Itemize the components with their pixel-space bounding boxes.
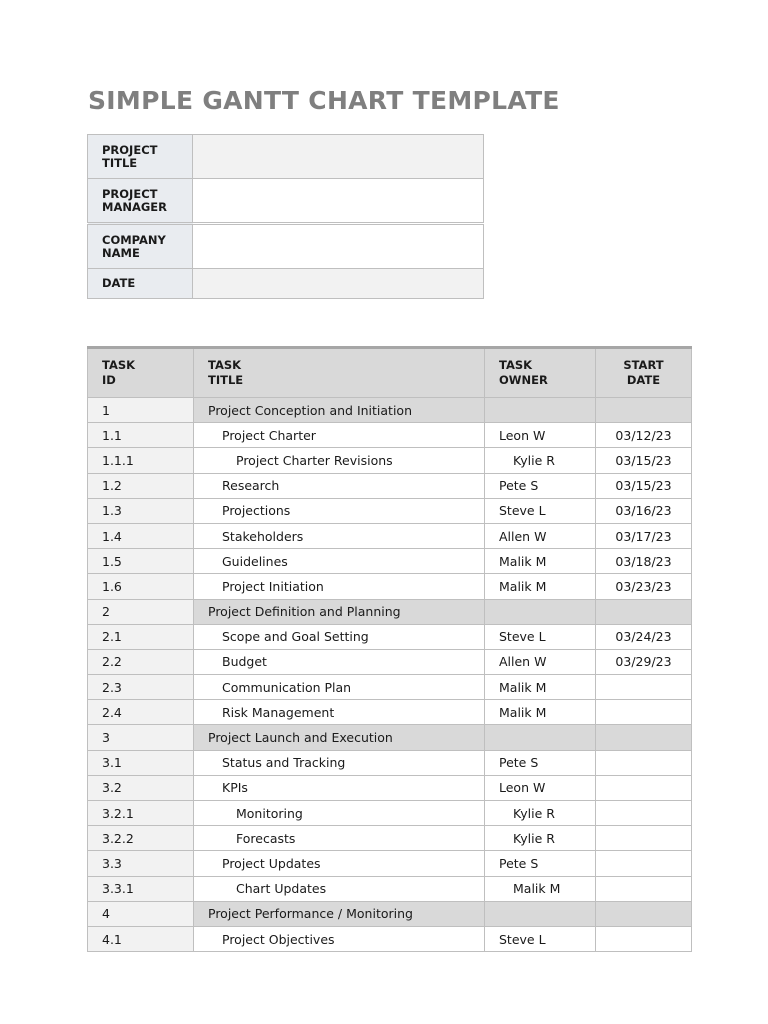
task-owner-cell[interactable] <box>485 725 596 750</box>
task-title-cell[interactable] <box>194 801 485 826</box>
task-title-text: KPIs <box>222 780 248 796</box>
phase-row <box>88 725 692 750</box>
task-start-date-cell[interactable]: 03/12/23 <box>596 423 692 448</box>
task-owner-cell[interactable] <box>485 523 596 548</box>
task-title-cell[interactable] <box>194 826 485 851</box>
task-owner-text: Kylie R <box>513 805 555 821</box>
project-manager-field[interactable] <box>193 179 484 224</box>
header-start-date: START DATE <box>596 348 692 398</box>
task-title-text: Project Charter Revisions <box>236 452 393 468</box>
task-start-date-cell[interactable] <box>596 851 692 876</box>
task-owner-cell[interactable] <box>485 448 596 473</box>
task-start-date-cell[interactable] <box>596 675 692 700</box>
task-start-date-cell[interactable]: 03/18/23 <box>596 549 692 574</box>
task-row <box>88 826 692 851</box>
phase-row <box>88 901 692 926</box>
task-title-text: Budget <box>222 654 267 670</box>
task-id-cell[interactable]: 1 <box>88 398 194 423</box>
task-title-text: Project Launch and Execution <box>208 730 393 746</box>
task-owner-cell[interactable] <box>485 398 596 423</box>
task-owner-text: Kylie R <box>513 830 555 846</box>
task-row <box>88 876 692 901</box>
task-owner-cell[interactable] <box>485 574 596 599</box>
task-title-cell[interactable] <box>194 574 485 599</box>
info-row-company-name <box>88 224 484 269</box>
task-owner-text: Leon W <box>499 427 546 443</box>
task-row <box>88 523 692 548</box>
task-title-cell[interactable] <box>194 851 485 876</box>
task-id-cell[interactable]: 1.6 <box>88 574 194 599</box>
task-owner-text: Pete S <box>499 755 539 771</box>
project-title-field[interactable] <box>193 135 484 179</box>
task-row <box>88 700 692 725</box>
task-title-cell[interactable] <box>194 498 485 523</box>
company-name-field[interactable] <box>193 224 484 269</box>
task-title-cell[interactable] <box>194 549 485 574</box>
task-row <box>88 775 692 800</box>
task-title-cell[interactable] <box>194 448 485 473</box>
task-start-date-cell[interactable] <box>596 775 692 800</box>
project-info-table <box>87 134 484 299</box>
task-owner-text: Malik M <box>499 553 547 569</box>
task-row <box>88 624 692 649</box>
task-title-cell[interactable] <box>194 750 485 775</box>
task-owner-cell[interactable] <box>485 498 596 523</box>
task-owner-cell[interactable] <box>485 649 596 674</box>
task-id-cell[interactable]: 2 <box>88 599 194 624</box>
task-start-date-cell[interactable] <box>596 599 692 624</box>
page-title: SIMPLE GANTT CHART TEMPLATE <box>88 86 560 115</box>
task-start-date-cell[interactable]: 03/16/23 <box>596 498 692 523</box>
task-owner-cell[interactable] <box>485 624 596 649</box>
task-title-text: Communication Plan <box>222 679 352 695</box>
task-start-date-cell[interactable]: 03/23/23 <box>596 574 692 599</box>
task-table-body <box>88 398 692 952</box>
task-row <box>88 549 692 574</box>
task-owner-text: Leon W <box>499 780 546 796</box>
info-row-project-title <box>88 135 484 179</box>
task-owner-text: Malik M <box>513 881 561 897</box>
task-title-text: Status and Tracking <box>222 755 346 771</box>
task-id-cell[interactable]: 3.2 <box>88 775 194 800</box>
task-title-cell[interactable] <box>194 649 485 674</box>
task-table <box>87 346 692 952</box>
task-id-cell[interactable]: 4.1 <box>88 926 194 951</box>
task-owner-cell[interactable] <box>485 675 596 700</box>
task-id-cell[interactable]: 1.4 <box>88 523 194 548</box>
task-title-cell[interactable] <box>194 423 485 448</box>
task-owner-cell[interactable] <box>485 926 596 951</box>
task-title-cell[interactable] <box>194 775 485 800</box>
task-owner-text: Steve L <box>499 931 546 947</box>
company-name-label: COMPANY NAME <box>88 224 193 269</box>
task-id-cell[interactable]: 1.5 <box>88 549 194 574</box>
task-id-cell[interactable]: 2.4 <box>88 700 194 725</box>
info-row-date <box>88 269 484 299</box>
date-field[interactable] <box>193 269 484 299</box>
header-task-title: TASK TITLE <box>194 348 485 398</box>
phase-row <box>88 599 692 624</box>
header-task-id: TASK ID <box>88 348 194 398</box>
project-title-label: PROJECT TITLE <box>88 135 193 179</box>
task-start-date-cell[interactable] <box>596 901 692 926</box>
task-owner-cell[interactable] <box>485 750 596 775</box>
task-row <box>88 801 692 826</box>
task-title-text: Project Updates <box>222 855 321 871</box>
task-id-cell[interactable]: 3 <box>88 725 194 750</box>
task-row <box>88 574 692 599</box>
task-id-cell[interactable]: 3.2.1 <box>88 801 194 826</box>
task-title-text: Project Performance / Monitoring <box>208 906 413 922</box>
project-manager-label: PROJECT MANAGER <box>88 179 193 224</box>
task-id-cell[interactable]: 1.3 <box>88 498 194 523</box>
task-owner-text: Malik M <box>499 704 547 720</box>
task-title-cell[interactable] <box>194 725 485 750</box>
task-title-text: Project Initiation <box>222 578 324 594</box>
task-row <box>88 448 692 473</box>
task-row <box>88 750 692 775</box>
task-title-text: Project Charter <box>222 427 316 443</box>
task-row <box>88 473 692 498</box>
task-title-text: Project Objectives <box>222 931 335 947</box>
task-owner-text: Pete S <box>499 855 539 871</box>
task-owner-text: Allen W <box>499 528 547 544</box>
task-owner-cell[interactable] <box>485 423 596 448</box>
task-owner-text: Steve L <box>499 503 546 519</box>
task-id-cell[interactable]: 4 <box>88 901 194 926</box>
task-id-cell[interactable]: 2.3 <box>88 675 194 700</box>
task-title-cell[interactable] <box>194 675 485 700</box>
phase-row <box>88 398 692 423</box>
task-start-date-cell[interactable]: 03/24/23 <box>596 624 692 649</box>
task-id-cell[interactable]: 1.1 <box>88 423 194 448</box>
task-id-cell[interactable]: 1.2 <box>88 473 194 498</box>
task-title-cell[interactable] <box>194 926 485 951</box>
task-owner-text: Malik M <box>499 679 547 695</box>
task-start-date-cell[interactable] <box>596 725 692 750</box>
task-start-date-cell[interactable] <box>596 801 692 826</box>
task-id-cell[interactable]: 2.2 <box>88 649 194 674</box>
task-owner-cell[interactable] <box>485 775 596 800</box>
task-title-text: Forecasts <box>236 830 296 846</box>
task-title-text: Guidelines <box>222 553 288 569</box>
task-owner-text: Steve L <box>499 629 546 645</box>
task-title-cell[interactable] <box>194 624 485 649</box>
task-title-text: Risk Management <box>222 704 335 720</box>
task-title-cell[interactable] <box>194 473 485 498</box>
task-start-date-cell[interactable] <box>596 826 692 851</box>
task-owner-cell[interactable] <box>485 599 596 624</box>
task-row <box>88 649 692 674</box>
task-title-text: Projections <box>222 503 291 519</box>
task-start-date-cell[interactable] <box>596 398 692 423</box>
task-title-text: Stakeholders <box>222 528 304 544</box>
task-row <box>88 675 692 700</box>
task-id-cell[interactable]: 2.1 <box>88 624 194 649</box>
task-row <box>88 851 692 876</box>
task-owner-text: Kylie R <box>513 452 555 468</box>
task-title-cell[interactable] <box>194 523 485 548</box>
task-title-text: Scope and Goal Setting <box>222 629 369 645</box>
task-owner-text: Malik M <box>499 578 547 594</box>
task-id-cell[interactable]: 3.2.2 <box>88 826 194 851</box>
task-owner-cell[interactable] <box>485 700 596 725</box>
date-label: DATE <box>88 269 193 299</box>
task-id-cell[interactable]: 1.1.1 <box>88 448 194 473</box>
task-start-date-cell[interactable]: 03/15/23 <box>596 473 692 498</box>
task-table-header <box>88 348 692 398</box>
task-title-cell[interactable] <box>194 700 485 725</box>
task-owner-cell[interactable] <box>485 826 596 851</box>
task-owner-cell[interactable] <box>485 876 596 901</box>
task-title-cell[interactable] <box>194 599 485 624</box>
task-start-date-cell[interactable]: 03/15/23 <box>596 448 692 473</box>
task-owner-cell[interactable] <box>485 549 596 574</box>
task-row <box>88 926 692 951</box>
task-owner-cell[interactable] <box>485 851 596 876</box>
task-title-cell[interactable] <box>194 398 485 423</box>
task-title-text: Project Definition and Planning <box>208 604 401 620</box>
task-id-cell[interactable]: 3.3 <box>88 851 194 876</box>
task-owner-text: Pete S <box>499 478 539 494</box>
task-title-text: Monitoring <box>236 805 303 821</box>
task-start-date-cell[interactable] <box>596 876 692 901</box>
header-task-owner: TASK OWNER <box>485 348 596 398</box>
task-title-cell[interactable] <box>194 901 485 926</box>
task-owner-cell[interactable] <box>485 473 596 498</box>
task-id-cell[interactable]: 3.1 <box>88 750 194 775</box>
task-owner-cell[interactable] <box>485 801 596 826</box>
task-title-text: Research <box>222 478 280 494</box>
task-row <box>88 423 692 448</box>
task-start-date-cell[interactable] <box>596 750 692 775</box>
task-owner-text: Allen W <box>499 654 547 670</box>
task-title-text: Project Conception and Initiation <box>208 402 413 418</box>
task-title-text: Chart Updates <box>236 881 327 897</box>
task-start-date-cell[interactable]: 03/17/23 <box>596 523 692 548</box>
task-owner-cell[interactable] <box>485 901 596 926</box>
task-title-cell[interactable] <box>194 876 485 901</box>
task-row <box>88 498 692 523</box>
task-start-date-cell[interactable]: 03/29/23 <box>596 649 692 674</box>
task-start-date-cell[interactable] <box>596 700 692 725</box>
info-row-project-manager <box>88 179 484 224</box>
task-start-date-cell[interactable] <box>596 926 692 951</box>
task-id-cell[interactable]: 3.3.1 <box>88 876 194 901</box>
